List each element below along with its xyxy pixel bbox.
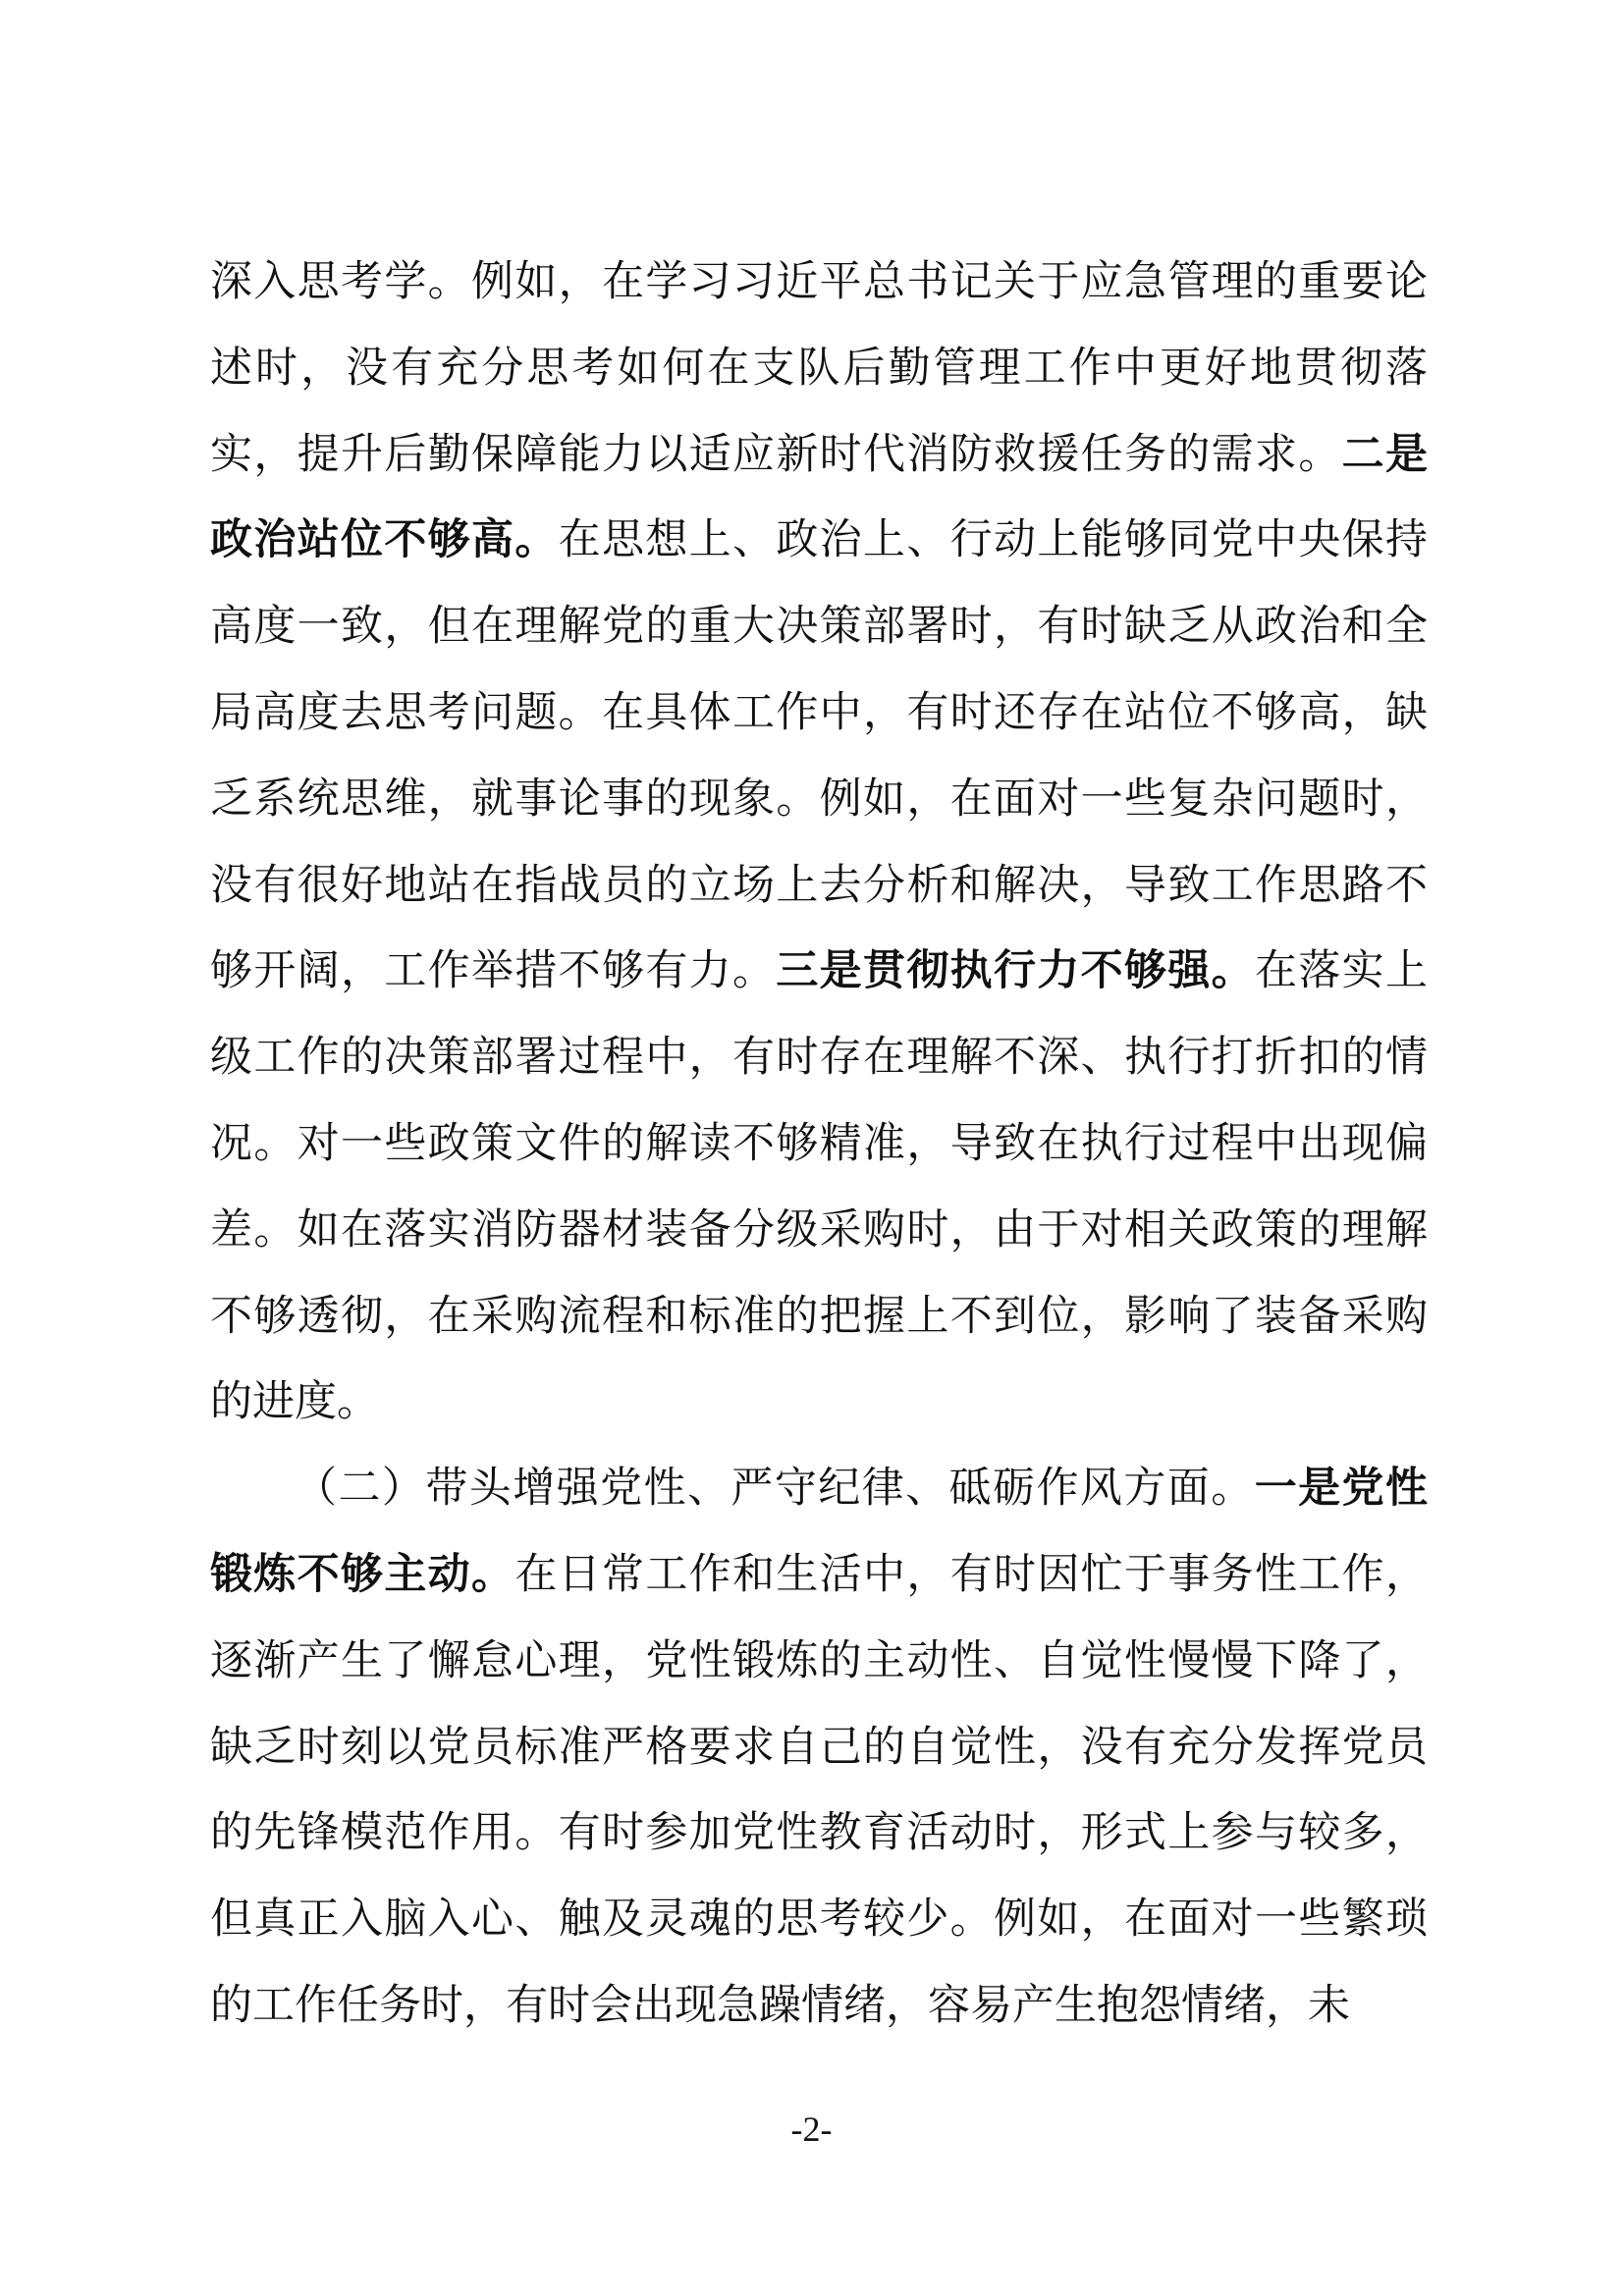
paragraph-text: 在日常工作和生活中，有时因忙于事务性工作，逐渐产生了懈怠心理，党性锻炼的主动性、自觉性慢慢下降了，缺乏时刻以党员标准严格要求自己的自觉性，没有充分发挥党员的先锋模范作用。有时参加党性教育活动时，形式上参与较多，但真正入脑入心、触及灵魂的思考较少。例如，在面对一些繁琐的工作任务时，有时会出现急躁情绪，容易产生抱怨情绪，未: [210, 1549, 1429, 2030]
bold-heading: 三是贯彻执行力不够强。: [776, 946, 1256, 996]
paragraph-continued: [210, 240, 1428, 1446]
bold-heading: 一是党性锻炼不够主动。: [210, 1464, 1429, 1599]
body-text: [210, 240, 1428, 2050]
paragraph-text: 在思想上、政治上、行动上能够同党中央保持高度一致，但在理解党的重大决策部署时，有时缺乏从政治和全局高度去思考问题。在具体工作中，有时还存在站位不够高，缺乏系统思维，就事论事的现象。例如，在面对一些复杂问题时，没有很好地站在指战员的立场上去分析和解决，导致工作思路不够开阔，工作举措不够有力。: [210, 515, 1429, 996]
page-number: -2-: [790, 2109, 833, 2149]
section-heading: （二）带头增强党性、严守纪律、砥砺作风方面。: [295, 1464, 1255, 1514]
paragraph-text: 在落实上级工作的决策部署过程中，有时存在理解不深、执行打折扣的情况。对一些政策文件的解读不够精准，导致在执行过程中出现偏差。如在落实消防器材装备分级采购时，由于对相关政策的理解不够透彻，在采购流程和标准的把握上不到位，影响了装备采购的进度。: [210, 946, 1429, 1427]
paragraph-text: 深入思考学。例如，在学习习近平总书记关于应急管理的重要论述时，没有充分思考如何在支队后勤管理工作中更好地贯彻落实，提升后勤保障能力以适应新时代消防救援任务的需求。: [210, 257, 1428, 479]
paragraph-section-two: [210, 1446, 1428, 2050]
bold-heading: 二是政治站位不够高。: [210, 429, 1429, 565]
